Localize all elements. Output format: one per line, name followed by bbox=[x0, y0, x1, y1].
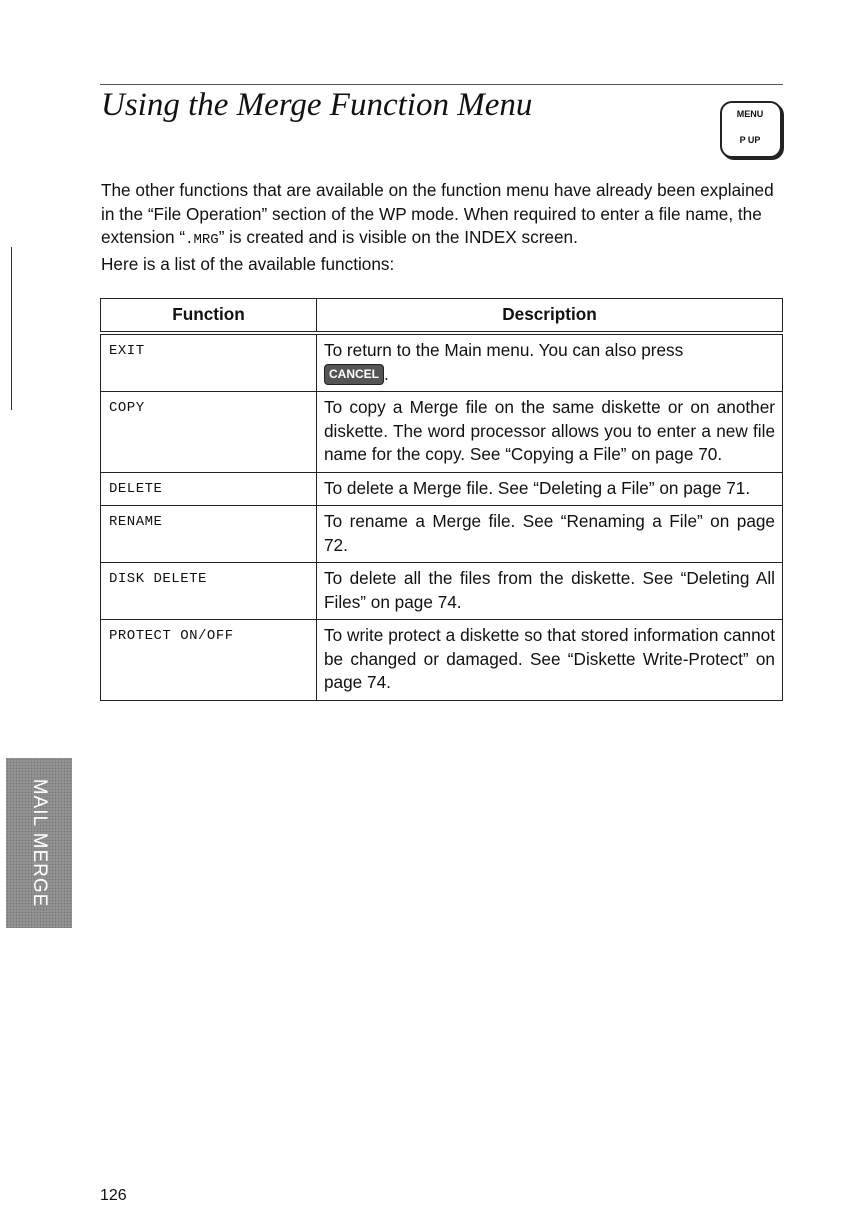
key-label-pup: P UP bbox=[739, 135, 761, 145]
table-row bbox=[101, 333, 783, 392]
column-header-function: Function bbox=[101, 299, 317, 334]
column-header-description: Description bbox=[317, 299, 783, 334]
key-label-menu: MENU bbox=[736, 109, 764, 119]
description-text: To return to the Main menu. You can also press bbox=[324, 340, 684, 360]
function-name: DISK DELETE bbox=[101, 563, 317, 620]
table-header-row bbox=[101, 299, 783, 334]
table-row bbox=[101, 392, 783, 473]
header-rule bbox=[100, 84, 783, 85]
table-row bbox=[101, 563, 783, 620]
function-name: PROTECT ON/OFF bbox=[101, 620, 317, 701]
section-tab-label: MAIL MERGE bbox=[29, 778, 50, 908]
table-row bbox=[101, 620, 783, 701]
function-name: EXIT bbox=[101, 333, 317, 392]
page-number: 126 bbox=[100, 1187, 127, 1204]
table-row bbox=[101, 472, 783, 506]
intro-lead-in: Here is a list of the available functions: bbox=[101, 253, 395, 274]
file-extension: .MRG bbox=[185, 232, 219, 248]
function-description: To copy a Merge file on the same diskette or on another diskette. The word processor allows you to enter a new file name for the copy. See “Copying a File” on page 70. bbox=[317, 392, 783, 473]
function-description: To write protect a diskette so that stored information cannot be changed or damaged. See “Diskette Write-Protect” on page 74. bbox=[317, 620, 783, 701]
function-name: RENAME bbox=[101, 506, 317, 563]
page-title: Using the Merge Function Menu bbox=[101, 87, 533, 123]
table-row bbox=[101, 506, 783, 563]
intro-text bbox=[101, 179, 791, 276]
intro-text-part: ” is created and is visible on the INDEX screen. bbox=[218, 227, 578, 247]
function-description: To delete a Merge file. See “Deleting a File” on page 71. bbox=[317, 472, 783, 506]
function-description: To delete all the files from the diskette. See “Deleting All Files” on page 74. bbox=[317, 563, 783, 620]
section-tab bbox=[6, 758, 72, 928]
function-name: COPY bbox=[101, 392, 317, 473]
function-description bbox=[317, 333, 783, 392]
intro-paragraph bbox=[101, 179, 791, 253]
margin-rule bbox=[11, 247, 12, 410]
function-table bbox=[100, 298, 783, 701]
cancel-key-icon: CANCEL bbox=[324, 364, 384, 385]
menu-pup-key-icon bbox=[720, 101, 782, 158]
function-name: DELETE bbox=[101, 472, 317, 506]
intro-text-part: The other functions that are available on the function menu have already been explained in the “File Operation” section of the WP mode. When required to enter a file name, the extension “ bbox=[101, 180, 774, 247]
function-description: To rename a Merge file. See “Renaming a File” on page 72. bbox=[317, 506, 783, 563]
description-text: . bbox=[384, 363, 389, 384]
